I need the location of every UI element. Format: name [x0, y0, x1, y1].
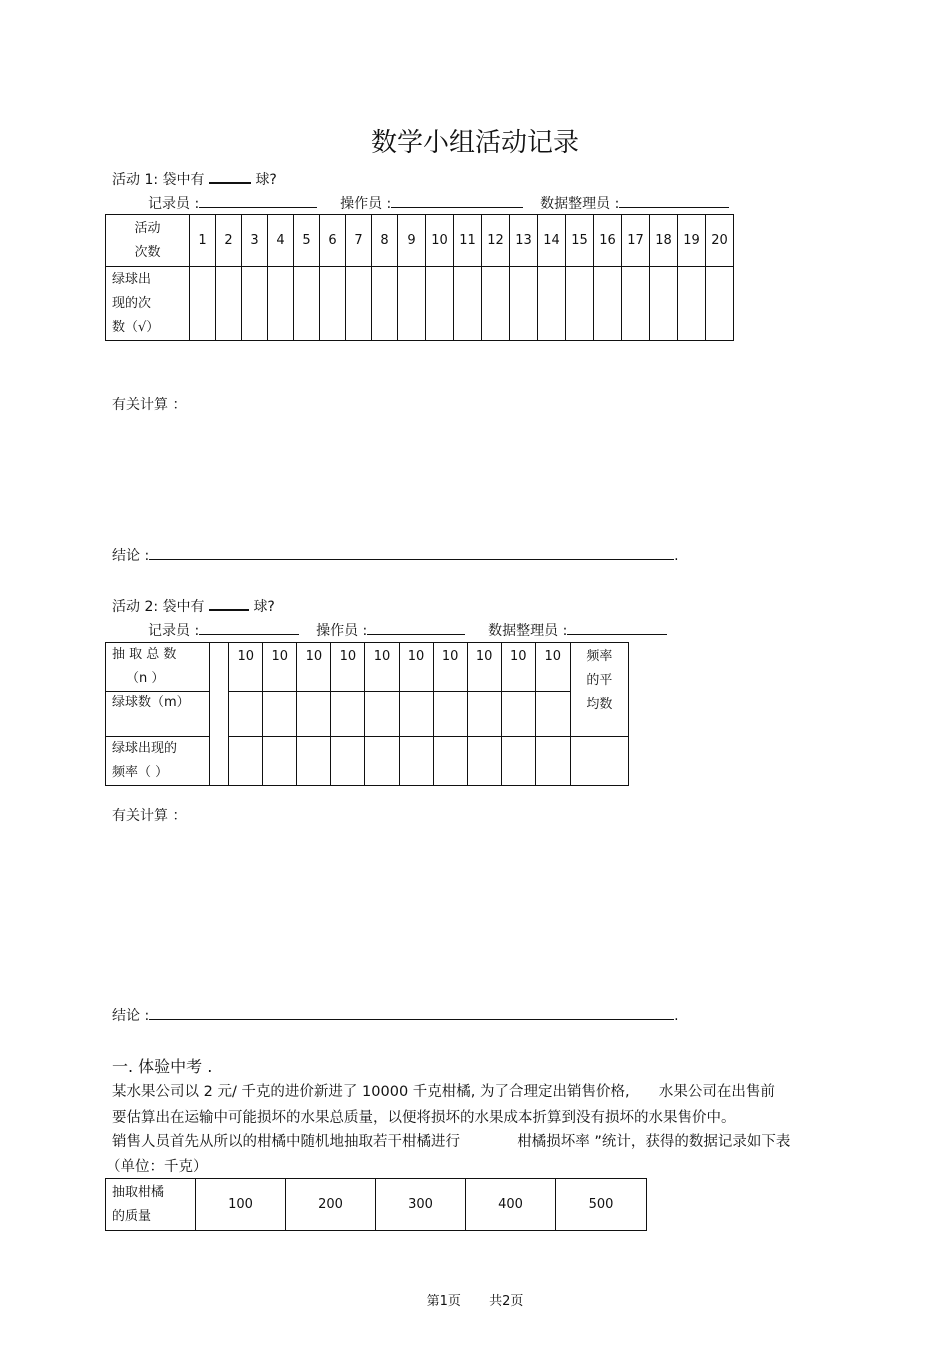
- problem-line-2: 要估算出在运输中可能损坏的水果总质量，以便将损坏的水果成本折算到没有损坏的水果售价中。: [112, 1110, 736, 1126]
- header-text: 频率: [586, 649, 613, 664]
- header-text: 均数: [586, 697, 613, 712]
- input-cell[interactable]: [297, 692, 331, 737]
- input-cell[interactable]: [263, 692, 297, 737]
- input-cell[interactable]: [622, 267, 650, 341]
- table-row: [106, 1179, 647, 1231]
- average-header-cell: [570, 643, 628, 737]
- input-cell[interactable]: [242, 267, 268, 341]
- operator-label: 操作员 :: [316, 623, 368, 639]
- input-cell[interactable]: [263, 737, 297, 786]
- activity2-table: [105, 642, 629, 786]
- ball-count-blank[interactable]: [209, 168, 251, 184]
- page-footer: [0, 1290, 950, 1309]
- input-cell[interactable]: [229, 737, 263, 786]
- input-cell[interactable]: [426, 267, 454, 341]
- header-cell: [106, 737, 210, 786]
- activity2-calc-label: 有关计算 ：: [112, 808, 187, 824]
- column-number: 12: [482, 215, 510, 267]
- column-value: 10: [331, 643, 365, 692]
- column-value: 10: [501, 643, 535, 692]
- mass-value: 100: [196, 1179, 286, 1231]
- column-number: 4: [268, 215, 294, 267]
- column-number: 2: [216, 215, 242, 267]
- problem-text: 某水果公司以 2 元/ 千克的进价新进了 10000 千克柑橘, 为了合理定出销售价格,: [112, 1084, 630, 1100]
- recorder-label: 记录员 :: [148, 623, 200, 639]
- organizer-label: 数据整理员 :: [488, 623, 568, 639]
- header-text: 抽取柑橘: [112, 1184, 165, 1200]
- column-value: 10: [535, 643, 570, 692]
- activity1-roles: [148, 193, 729, 213]
- orange-mass-table: [105, 1178, 647, 1231]
- column-value: 10: [297, 643, 331, 692]
- header-text: 抽 取 总 数: [112, 647, 177, 662]
- column-value: 10: [467, 643, 501, 692]
- input-cell[interactable]: [398, 267, 426, 341]
- activity2-conclusion: 结论 : .: [112, 1005, 679, 1025]
- header-cell: [106, 267, 190, 341]
- header-text: 绿球出: [112, 271, 152, 287]
- input-cell[interactable]: [190, 267, 216, 341]
- problem-line-3: [112, 1130, 790, 1151]
- input-cell[interactable]: [268, 267, 294, 341]
- activity2-heading: [112, 595, 275, 616]
- header-text: 频率（ ）: [112, 765, 169, 780]
- input-cell[interactable]: [510, 267, 538, 341]
- recorder-blank[interactable]: [199, 193, 317, 208]
- column-value: 10: [399, 643, 433, 692]
- column-number: 11: [454, 215, 482, 267]
- activity2-heading-post: 球?: [253, 599, 275, 615]
- mass-value: 300: [376, 1179, 466, 1231]
- operator-blank[interactable]: [391, 193, 523, 208]
- table-row: [106, 215, 734, 267]
- column-number: 8: [372, 215, 398, 267]
- column-value: 10: [263, 643, 297, 692]
- activity2-roles: [148, 620, 667, 640]
- input-cell[interactable]: [216, 267, 242, 341]
- column-number: 10: [426, 215, 454, 267]
- input-cell[interactable]: [538, 267, 566, 341]
- problem-text: 销售人员首先从所以的柑橘中随机地抽取若干柑橘进行: [112, 1134, 460, 1150]
- problem-line-1: [112, 1080, 775, 1101]
- input-cell[interactable]: [467, 737, 501, 786]
- input-cell[interactable]: [294, 267, 320, 341]
- column-number: 20: [706, 215, 734, 267]
- input-cell[interactable]: [331, 692, 365, 737]
- input-cell[interactable]: [467, 692, 501, 737]
- spacer-cell: [210, 643, 229, 786]
- table-row: [106, 267, 734, 341]
- column-number: 9: [398, 215, 426, 267]
- input-cell[interactable]: [594, 267, 622, 341]
- activity1-conclusion: 结论 : .: [112, 545, 679, 565]
- input-cell[interactable]: [331, 737, 365, 786]
- input-cell[interactable]: [570, 737, 628, 786]
- input-cell[interactable]: [501, 692, 535, 737]
- mass-value: 500: [556, 1179, 647, 1231]
- column-number: 6: [320, 215, 346, 267]
- problem-line-4: （单位：千克）: [106, 1159, 208, 1175]
- header-cell: [106, 215, 190, 267]
- header-text: 活动: [134, 220, 161, 236]
- page-number: 第1页: [426, 1294, 461, 1309]
- organizer-blank[interactable]: [619, 193, 729, 208]
- operator-label: 操作员 :: [340, 196, 392, 212]
- recorder-label: 记录员 :: [148, 196, 200, 212]
- input-cell[interactable]: [399, 737, 433, 786]
- activity1-heading: [112, 168, 277, 189]
- mass-value: 400: [466, 1179, 556, 1231]
- header-text: 的质量: [112, 1208, 152, 1224]
- header-text: 的平: [586, 673, 613, 688]
- header-text: 绿球出现的: [112, 741, 178, 756]
- recorder-blank[interactable]: [199, 620, 299, 635]
- input-cell[interactable]: [346, 267, 372, 341]
- input-cell[interactable]: [433, 737, 467, 786]
- column-number: 7: [346, 215, 372, 267]
- column-number: 14: [538, 215, 566, 267]
- column-number: 19: [678, 215, 706, 267]
- conclusion-blank[interactable]: [149, 545, 674, 560]
- input-cell[interactable]: [365, 692, 399, 737]
- operator-blank[interactable]: [367, 620, 465, 635]
- column-value: 10: [365, 643, 399, 692]
- activity1-heading-post: 球?: [255, 172, 277, 188]
- input-cell[interactable]: [433, 692, 467, 737]
- conclusion-label: 结论 :: [112, 548, 150, 564]
- input-cell[interactable]: [365, 737, 399, 786]
- page-title: 数学小组活动记录: [370, 128, 579, 158]
- input-cell[interactable]: [678, 267, 706, 341]
- column-number: 18: [650, 215, 678, 267]
- organizer-blank[interactable]: [567, 620, 667, 635]
- input-cell[interactable]: [320, 267, 346, 341]
- input-cell[interactable]: [566, 267, 594, 341]
- problem-text: 水果公司在出售前: [658, 1084, 775, 1100]
- column-number: 5: [294, 215, 320, 267]
- column-number: 13: [510, 215, 538, 267]
- ball-count-blank[interactable]: [209, 595, 249, 611]
- input-cell[interactable]: [535, 692, 570, 737]
- column-value: 10: [229, 643, 263, 692]
- input-cell[interactable]: [650, 267, 678, 341]
- column-number: 16: [594, 215, 622, 267]
- activity1-heading-pre: 活动 1: 袋中有: [112, 172, 205, 188]
- section-heading: 一. 体验中考 .: [112, 1057, 213, 1076]
- table-row: [106, 692, 629, 737]
- input-cell[interactable]: [535, 737, 570, 786]
- input-cell[interactable]: [229, 692, 263, 737]
- mass-value: 200: [286, 1179, 376, 1231]
- header-text: （n ）: [126, 671, 165, 686]
- header-cell: [106, 1179, 196, 1231]
- input-cell[interactable]: [501, 737, 535, 786]
- header-cell: [106, 643, 210, 692]
- input-cell[interactable]: [482, 267, 510, 341]
- page-total: 共2页: [489, 1294, 524, 1309]
- conclusion-blank[interactable]: [149, 1005, 674, 1020]
- column-number: 1: [190, 215, 216, 267]
- input-cell[interactable]: [399, 692, 433, 737]
- organizer-label: 数据整理员 :: [540, 196, 620, 212]
- header-text: 数（√）: [112, 319, 160, 335]
- activity1-table: [105, 214, 734, 341]
- header-cell: 绿球数（m）: [106, 692, 210, 737]
- table-row: [106, 643, 629, 692]
- activity2-heading-pre: 活动 2: 袋中有: [112, 599, 205, 615]
- header-text: 次数: [134, 244, 161, 260]
- header-text: 现的次: [112, 295, 152, 311]
- input-cell[interactable]: [706, 267, 734, 341]
- input-cell[interactable]: [454, 267, 482, 341]
- conclusion-label: 结论 :: [112, 1008, 150, 1024]
- table-row: [106, 737, 629, 786]
- column-number: 15: [566, 215, 594, 267]
- column-number: 17: [622, 215, 650, 267]
- input-cell[interactable]: [297, 737, 331, 786]
- column-number: 3: [242, 215, 268, 267]
- problem-text: 柑橘损坏率 ”统计，获得的数据记录如下表: [517, 1134, 791, 1150]
- activity1-calc-label: 有关计算 ：: [112, 397, 187, 413]
- input-cell[interactable]: [372, 267, 398, 341]
- column-value: 10: [433, 643, 467, 692]
